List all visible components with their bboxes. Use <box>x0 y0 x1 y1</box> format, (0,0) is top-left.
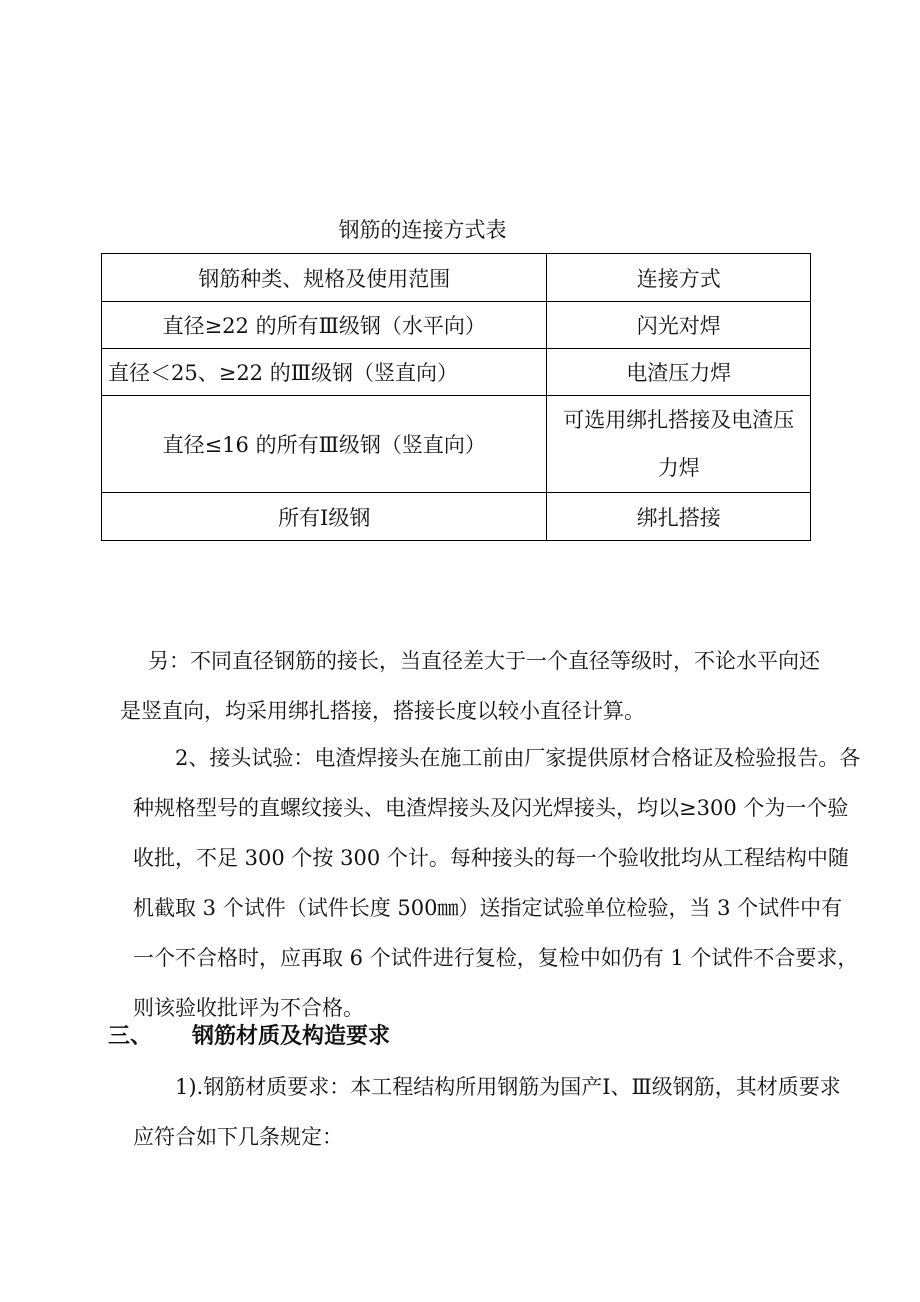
section-number: 三、 <box>108 1024 153 1049</box>
header-method: 连接方式 <box>547 254 811 302</box>
scope-cell: 所有Ⅰ级钢 <box>102 493 547 541</box>
note-paragraph: 另：不同直径钢筋的接长，当直径差大于一个直径等级时，不论水平向还是竖直向，均采用绑扎搭接，搭接长度以较小直径计算。 <box>120 649 820 723</box>
method-cell: 电渣压力焊 <box>547 349 811 396</box>
method-cell-text: 可选用绑扎搭接及电渣压力焊 <box>563 408 795 480</box>
material-paragraph: 1).钢筋材质要求：本工程结构所用钢筋为国产Ⅰ、Ⅲ级钢筋，其材质要求应符合如下几条规定： <box>133 1075 841 1149</box>
table-row <box>102 493 811 541</box>
scope-cell: 直径≥22 的所有Ⅲ级钢（水平向） <box>102 302 547 349</box>
scope-cell: 直径≤16 的所有Ⅲ级钢（竖直向） <box>102 396 547 493</box>
joint-test-paragraph: 2、接头试验：电渣焊接头在施工前由厂家提供原材合格证及检验报告。各种规格型号的直螺纹接头、电渣焊接头及闪光焊接头，均以≥300 个为一个验收批，不足 300 个按 300 个计。每种接头的每一个验收批均从工程结构中随机截取 3 个试件（试件长度 500㎜）送指定试验单位检验，当 3 个试件中有一个不合格时，应再取 6 个试件进行复检，复检中如仍有 1 个试件不合要求，则该验收批评为不合格。 <box>133 746 861 1020</box>
method-cell: 闪光对焊 <box>547 302 811 349</box>
section-heading <box>108 1017 390 1057</box>
method-cell <box>547 396 811 493</box>
scope-cell: 直径＜25、≥22 的Ⅲ级钢（竖直向） <box>102 349 547 396</box>
table-caption: 钢筋的连接方式表 <box>338 218 507 242</box>
section-title: 钢筋材质及构造要求 <box>192 1024 391 1049</box>
connection-table <box>101 253 811 541</box>
table-header-row <box>102 254 811 302</box>
table-row <box>102 302 811 349</box>
table-row <box>102 349 811 396</box>
table-row <box>102 396 811 493</box>
header-scope: 钢筋种类、规格及使用范围 <box>102 254 547 302</box>
method-cell: 绑扎搭接 <box>547 493 811 541</box>
